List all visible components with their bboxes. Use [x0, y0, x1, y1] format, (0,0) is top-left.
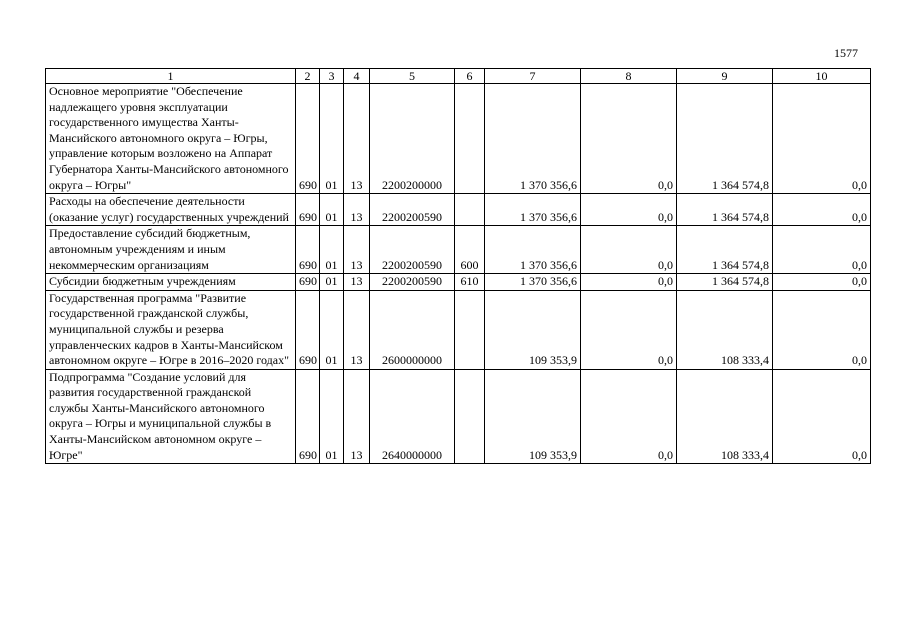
header-cell: 6 [455, 69, 485, 84]
table-row [46, 274, 871, 291]
code-cell: 690 [296, 84, 320, 194]
code-cell: 01 [320, 290, 344, 369]
table-row [46, 226, 871, 274]
code-cell: 2640000000 [370, 369, 455, 464]
code-cell: 690 [296, 226, 320, 274]
amount-cell: 108 333,4 [677, 290, 773, 369]
code-cell: 690 [296, 194, 320, 226]
header-cell: 5 [370, 69, 455, 84]
code-cell: 690 [296, 290, 320, 369]
code-cell: 600 [455, 226, 485, 274]
code-cell: 13 [344, 226, 370, 274]
header-cell: 3 [320, 69, 344, 84]
table-body [46, 69, 871, 464]
amount-cell: 1 364 574,8 [677, 226, 773, 274]
item-name: Расходы на обеспечение деятельности (оказание услуг) государственных учреждений [46, 194, 296, 226]
amount-cell: 0,0 [773, 84, 871, 194]
header-cell: 4 [344, 69, 370, 84]
table-row [46, 84, 871, 194]
code-cell: 2200200000 [370, 84, 455, 194]
amount-cell: 108 333,4 [677, 369, 773, 464]
code-cell [455, 84, 485, 194]
code-cell: 13 [344, 290, 370, 369]
code-cell: 610 [455, 274, 485, 291]
page-number: 1577 [834, 46, 858, 60]
amount-cell: 1 370 356,6 [485, 194, 581, 226]
code-cell [455, 369, 485, 464]
table-row [46, 194, 871, 226]
header-cell: 8 [581, 69, 677, 84]
code-cell: 13 [344, 84, 370, 194]
code-cell: 2200200590 [370, 226, 455, 274]
item-name: Предоставление субсидий бюджетным, автономным учреждениям и иным некоммерческим организациям [46, 226, 296, 274]
amount-cell: 0,0 [773, 226, 871, 274]
item-name: Субсидии бюджетным учреждениям [46, 274, 296, 291]
amount-cell: 1 364 574,8 [677, 274, 773, 291]
header-row [46, 69, 871, 84]
amount-cell: 0,0 [581, 290, 677, 369]
code-cell: 01 [320, 369, 344, 464]
amount-cell: 0,0 [773, 369, 871, 464]
amount-cell: 0,0 [581, 84, 677, 194]
header-cell: 10 [773, 69, 871, 84]
amount-cell: 0,0 [773, 274, 871, 291]
amount-cell: 1 364 574,8 [677, 84, 773, 194]
amount-cell: 0,0 [581, 194, 677, 226]
table-row [46, 369, 871, 464]
amount-cell: 0,0 [581, 369, 677, 464]
header-cell: 2 [296, 69, 320, 84]
code-cell: 13 [344, 369, 370, 464]
table-row [46, 290, 871, 369]
budget-table [45, 68, 871, 464]
amount-cell: 1 370 356,6 [485, 84, 581, 194]
code-cell: 2200200590 [370, 274, 455, 291]
amount-cell: 0,0 [581, 274, 677, 291]
amount-cell: 1 370 356,6 [485, 226, 581, 274]
item-name: Государственная программа "Развитие государственной гражданской службы, муниципальной службы и резерва управленческих кадров в Ханты-Мансийском автономном округе – Югре в 2016–2020 годах" [46, 290, 296, 369]
amount-cell: 0,0 [773, 194, 871, 226]
item-name: Основное мероприятие "Обеспечение надлежащего уровня эксплуатации государственного имущества Ханты-Мансийского автономного округа – Югры, управление которым возложено на Аппарат Губернатора Ханты-Мансийского автономного округа – Югры" [46, 84, 296, 194]
header-cell: 9 [677, 69, 773, 84]
code-cell: 2600000000 [370, 290, 455, 369]
code-cell [455, 194, 485, 226]
header-cell: 1 [46, 69, 296, 84]
code-cell: 01 [320, 274, 344, 291]
amount-cell: 0,0 [581, 226, 677, 274]
code-cell: 13 [344, 274, 370, 291]
amount-cell: 1 370 356,6 [485, 274, 581, 291]
code-cell [455, 290, 485, 369]
code-cell: 2200200590 [370, 194, 455, 226]
amount-cell: 1 364 574,8 [677, 194, 773, 226]
amount-cell: 109 353,9 [485, 369, 581, 464]
code-cell: 13 [344, 194, 370, 226]
item-name: Подпрограмма "Создание условий для развития государственной гражданской службы Ханты-Мансийского автономного округа – Югры и муниципальной службы в Ханты-Мансийском автономном округе – Югре" [46, 369, 296, 464]
code-cell: 01 [320, 226, 344, 274]
code-cell: 01 [320, 84, 344, 194]
amount-cell: 0,0 [773, 290, 871, 369]
header-cell: 7 [485, 69, 581, 84]
code-cell: 690 [296, 274, 320, 291]
code-cell: 690 [296, 369, 320, 464]
code-cell: 01 [320, 194, 344, 226]
amount-cell: 109 353,9 [485, 290, 581, 369]
